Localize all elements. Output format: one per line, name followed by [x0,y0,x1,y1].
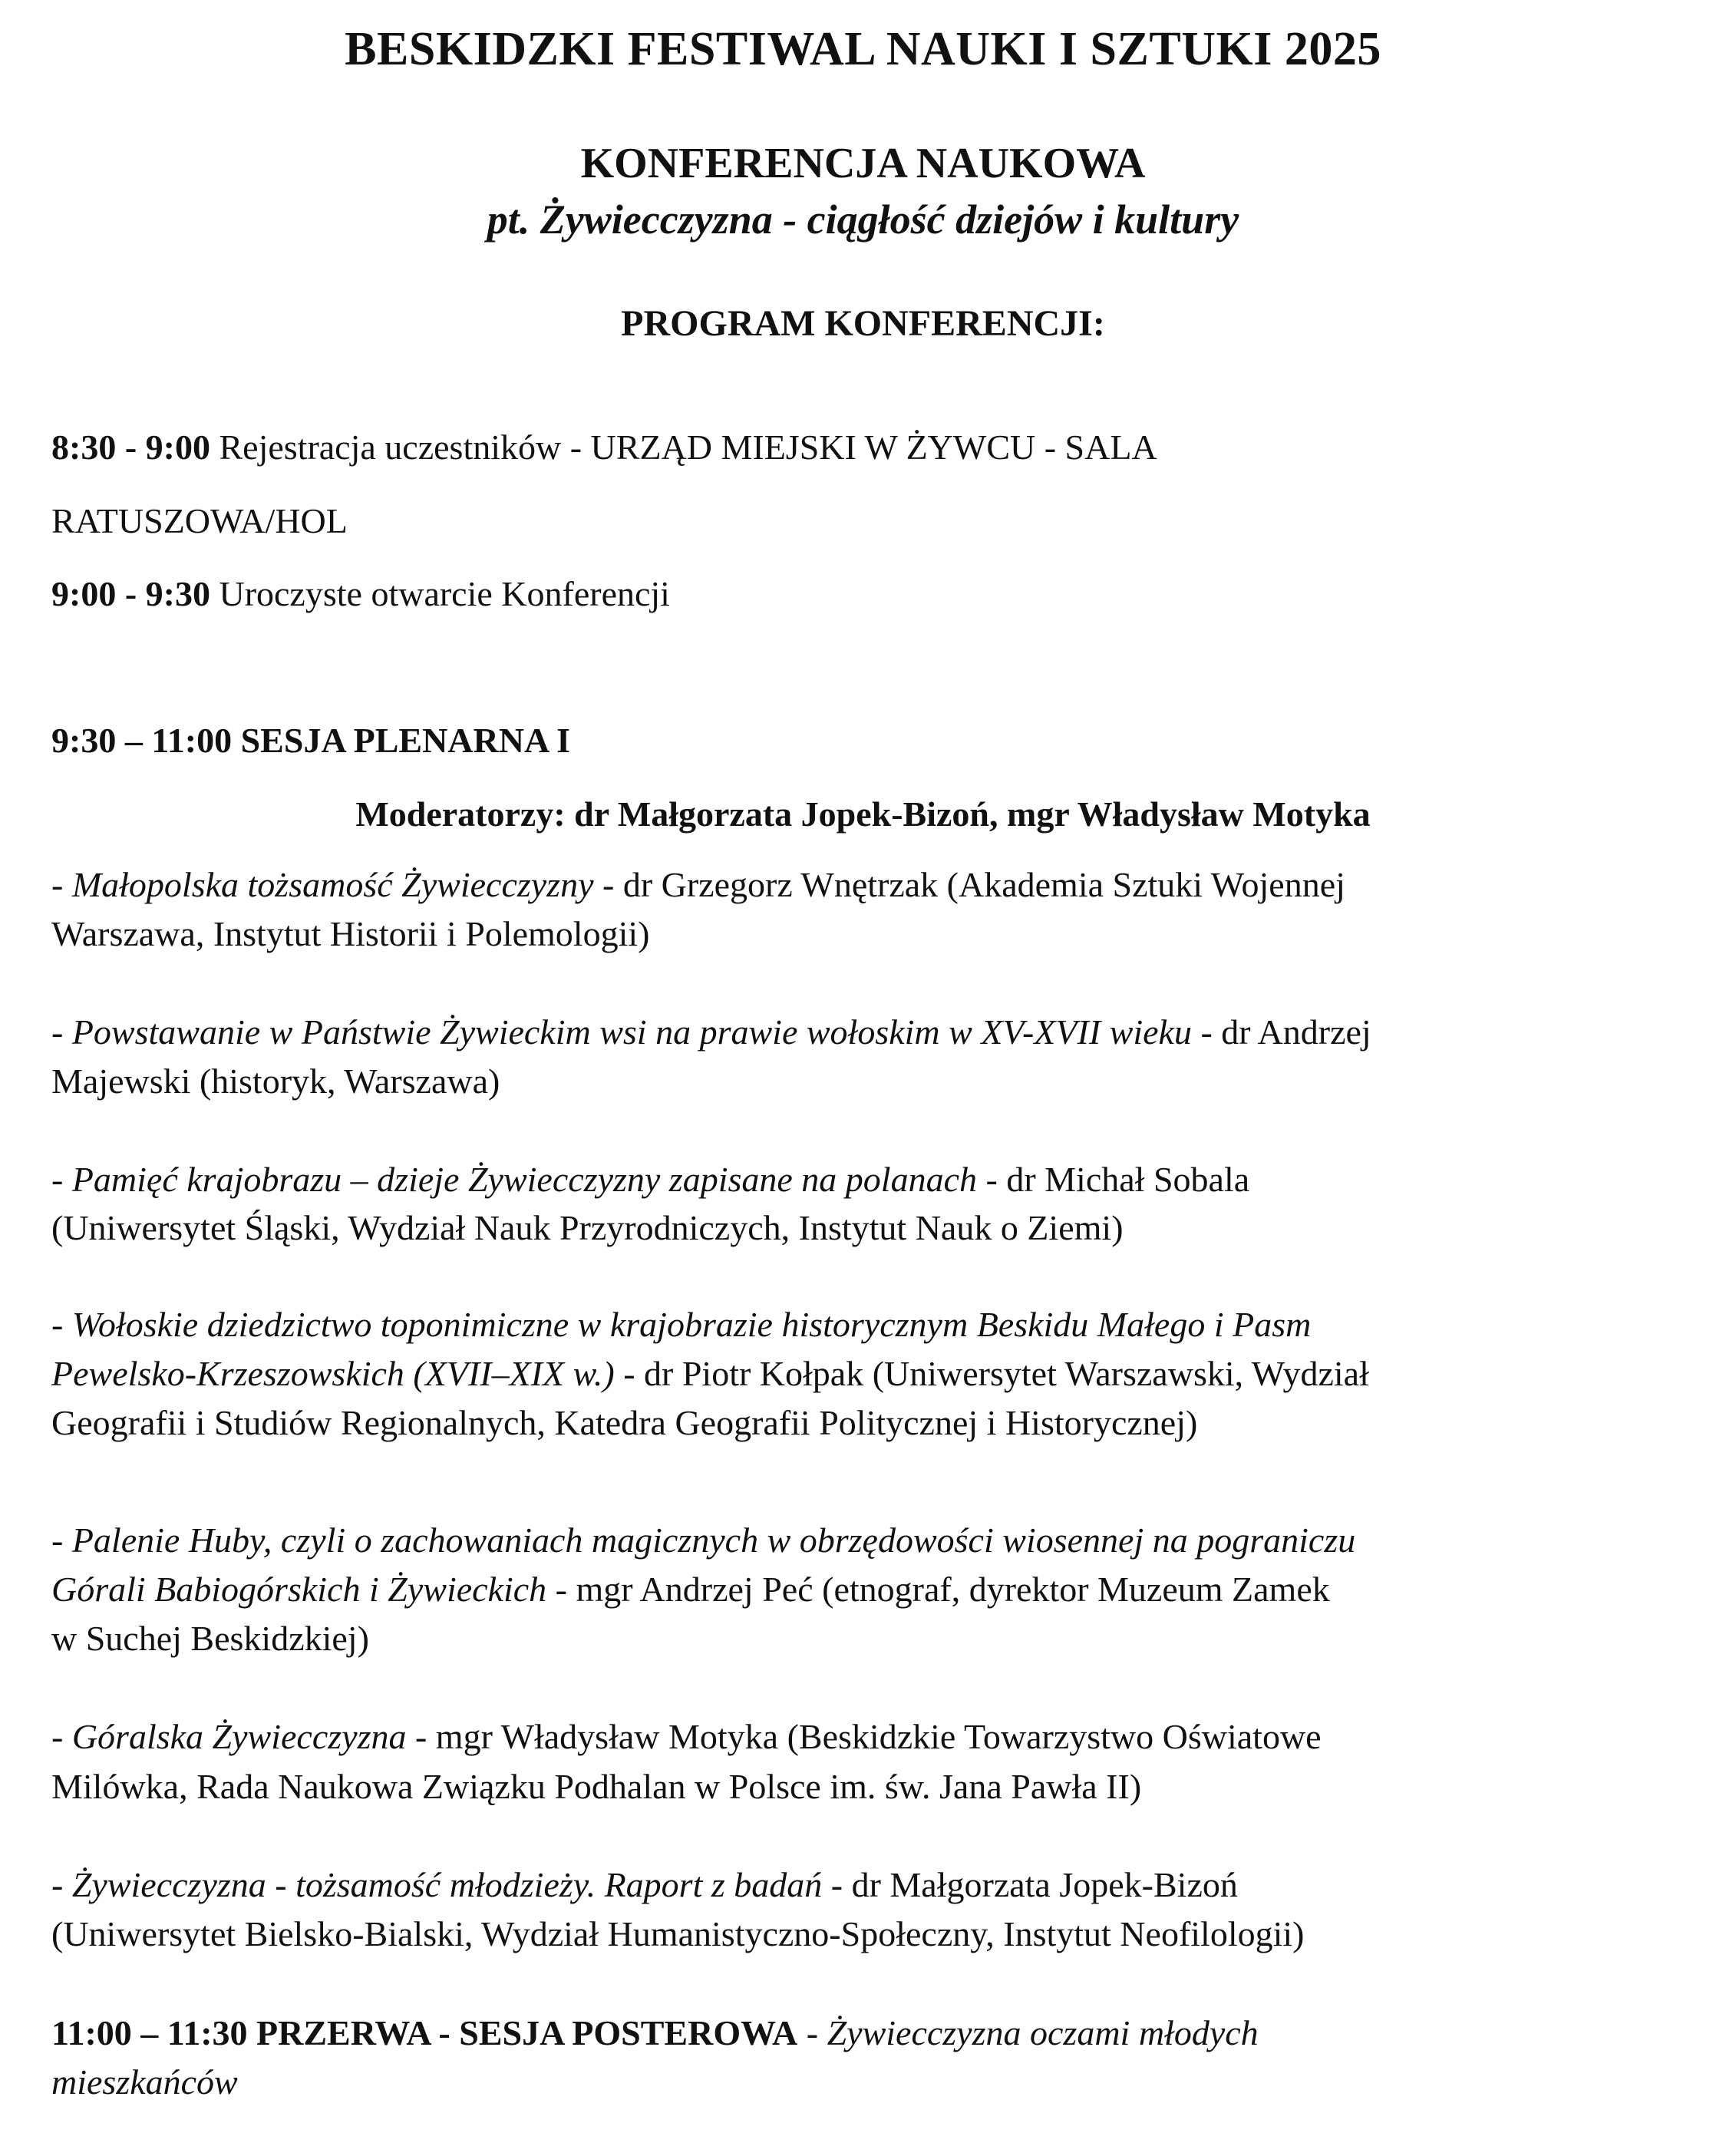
session-moderators: Moderatorzy: dr Małgorzata Jopek-Bizoń, mgr Władysław Motyka [355,794,1371,834]
talk-4-line-1: - Wołoskie dziedzictwo toponimiczne w krajobrazie historycznym Beskidu Małego i Pasm [51,1305,1312,1344]
talk-7-line-1: - Żywiecczyzna - tożsamość młodzieży. Raport z badań - dr Małgorzata Jopek-Bizoń [51,1865,1238,1904]
talk-3-line-1: - Pamięć krajobrazu – dzieje Żywiecczyzny zapisane na polanach - dr Michał Sobala [51,1160,1250,1199]
program-heading: PROGRAM KONFERENCJI: [621,303,1105,344]
talk-5-line-3: w Suchej Beskidzkiej) [51,1619,369,1658]
festival-title: BESKIDZKI FESTIWAL NAUKI I SZTUKI 2025 [345,23,1381,75]
talk-7-line-2: (Uniwersytet Bielsko-Bialski, Wydział Humanistyczno-Społeczny, Instytut Neofilologii) [51,1914,1305,1953]
talk-5-line-1: - Palenie Huby, czyli o zachowaniach magicznych w obrzędowości wiosennej na pograniczu [51,1520,1356,1560]
break-label: 11:00 – 11:30 PRZERWA - SESJA POSTEROWA [51,2013,798,2052]
talk-2-title: Powstawanie w Państwie Żywieckim wsi na prawie wołoskim w XV-XVII wieku [71,1012,1192,1052]
opening-time: 9:00 - 9:30 [51,574,210,613]
talk-2-line-1: - Powstawanie w Państwie Żywieckim wsi na prawie wołoskim w XV-XVII wieku - dr Andrzej [51,1012,1371,1052]
talk-1-line-1: - Małopolska tożsamość Żywiecczyzny - dr Grzegorz Wnętrzak (Akademia Sztuki Wojennej [51,865,1345,904]
registration-time: 8:30 - 9:00 [51,428,210,467]
talk-7-title: Żywiecczyzna - tożsamość młodzieży. Raport z badań [71,1865,823,1904]
talk-2-line-2: Majewski (historyk, Warszawa) [51,1061,500,1101]
talk-4-title: Wołoskie dziedzictwo toponimiczne w krajobrazie historycznym Beskidu Małego i Pasm [71,1305,1312,1344]
talk-1-line-2: Warszawa, Instytut Historii i Polemologii) [51,914,650,953]
break-item-cont: mieszkańców [51,2062,238,2102]
opening-item [51,576,670,612]
conference-heading: KONFERENCJA NAUKOWA [580,140,1146,187]
registration-text: Rejestracja uczestników - URZĄD MIEJSKI W ŻYWCU - SALA [210,428,1157,467]
talk-6-title: Góralska Żywiecczyzna [71,1717,407,1756]
break-poster-title: Żywiecczyzna oczami młodych [827,2013,1259,2052]
conference-subtitle: pt. Żywiecczyzna - ciągłość dziejów i kultury [487,196,1239,243]
registration-item-cont: RATUSZOWA/HOL [51,501,348,540]
talk-3-title: Pamięć krajobrazu – dzieje Żywiecczyzny zapisane na polanach [71,1160,978,1199]
session-title: 9:30 – 11:00 SESJA PLENARNA I [51,721,571,760]
talk-5-line-2: Górali Babiogórskich i Żywieckich - mgr Andrzej Peć (etnograf, dyrektor Muzeum Zamek [51,1570,1330,1609]
talk-1-title: Małopolska tożsamość Żywiecczyzny [71,865,594,904]
registration-item [51,430,1157,465]
opening-text: Uroczyste otwarcie Konferencji [210,574,670,613]
talk-3-line-2: (Uniwersytet Śląski, Wydział Nauk Przyrodniczych, Instytut Nauk o Ziemi) [51,1208,1124,1247]
talk-6-line-1: - Góralska Żywiecczyzna - mgr Władysław Motyka (Beskidzkie Towarzystwo Oświatowe [51,1717,1322,1756]
break-item: 11:00 – 11:30 PRZERWA - SESJA POSTEROWA - Żywiecczyzna oczami młodych [51,2013,1259,2052]
talk-5-title: Palenie Huby, czyli o zachowaniach magicznych w obrzędowości wiosennej na pograniczu [71,1520,1356,1560]
talk-6-line-2: Milówka, Rada Naukowa Związku Podhalan w Polsce im. św. Jana Pawła II) [51,1767,1142,1806]
talk-4-line-3: Geografii i Studiów Regionalnych, Katedra Geografii Politycznej i Historycznej) [51,1403,1198,1442]
talk-4-line-2: Pewelsko-Krzeszowskich (XVII–XIX w.) - dr Piotr Kołpak (Uniwersytet Warszawski, Wydział [51,1354,1369,1393]
